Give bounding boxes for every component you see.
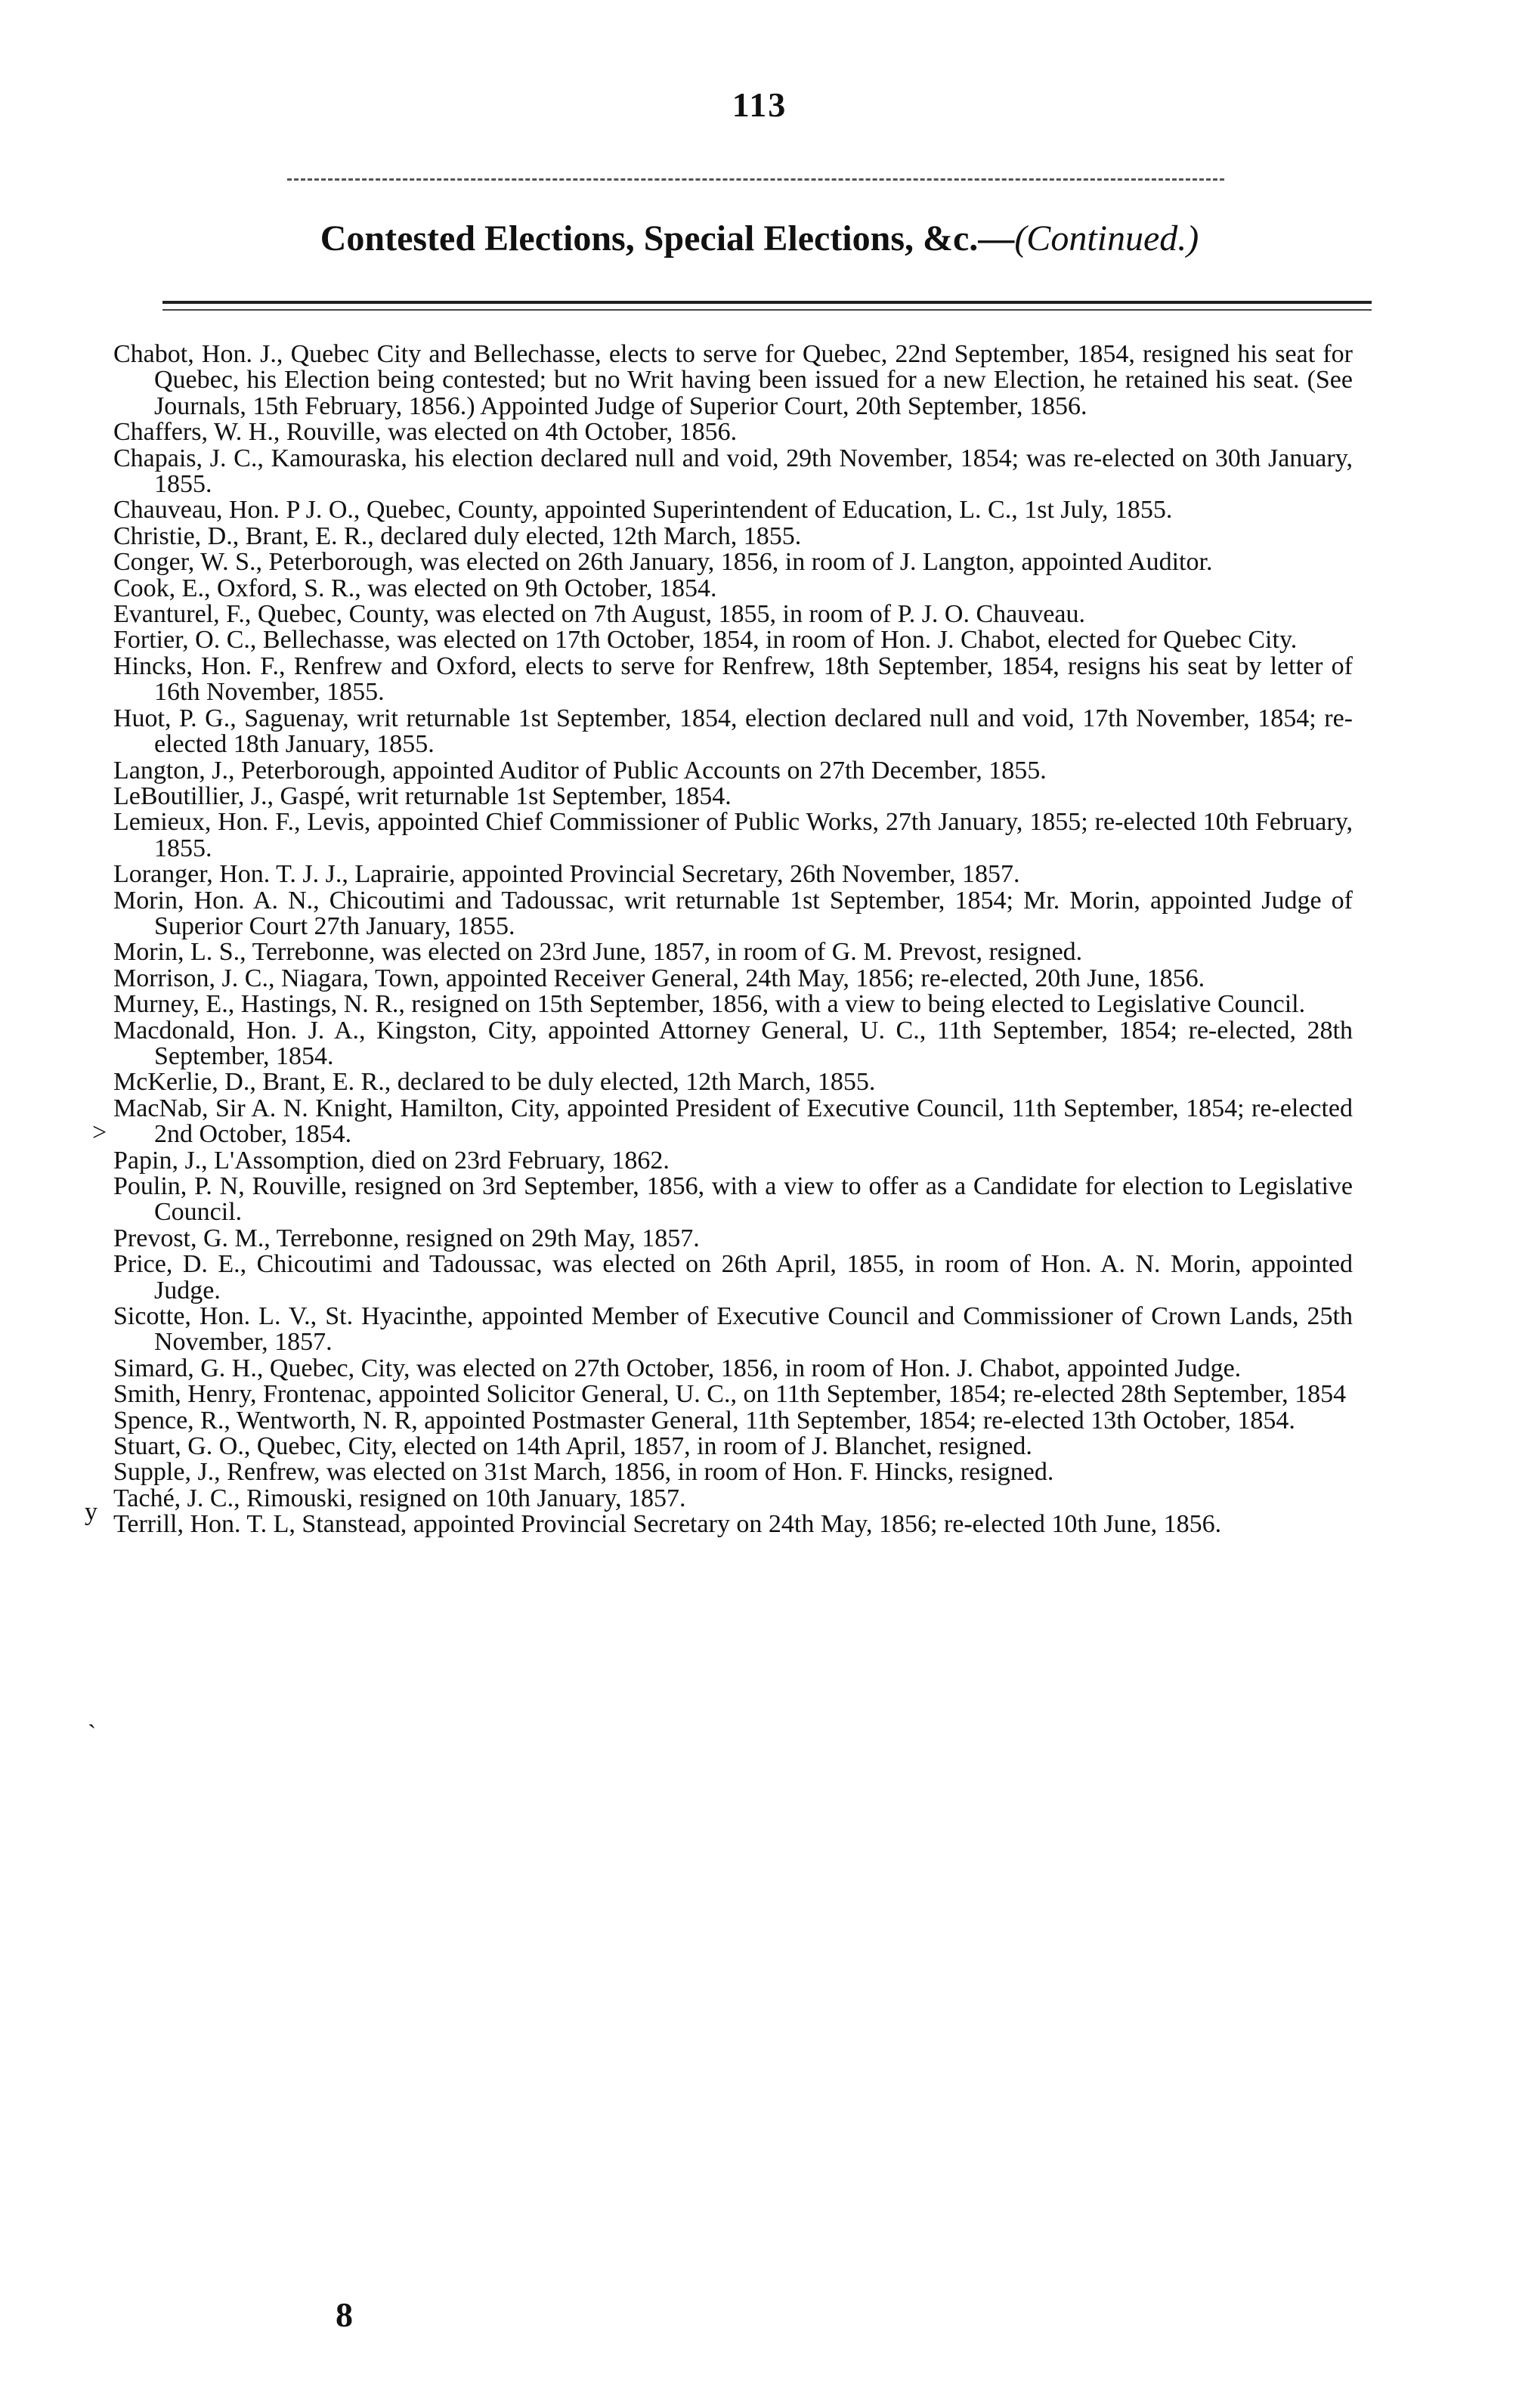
entry-chabot: Chabot, Hon. J., Quebec City and Bellechasse, elects to serve for Quebec, 22nd September, 1854, resigned his seat for Quebec, his Election being contested; but no Writ having been issued for a new Election, he retained his seat. (See Journals, 15th February, 1856.) Appointed Judge of Superior Court, 20th September, 1856. [113,340,1353,420]
entry-loranger: Loranger, Hon. T. J. J., Laprairie, appointed Provincial Secretary, 26th November, 1857. [113,860,1020,889]
entry-murney: Murney, E., Hastings, N. R., resigned on 15th September, 1856, with a view to being elected to Legislative Council. [113,990,1306,1019]
entry-terrill: Terrill, Hon. T. L, Stanstead, appointed Provincial Secretary on 24th May, 1856; re-elected 10th June, 1856. [113,1510,1222,1539]
entry-fortier: Fortier, O. C., Bellechasse, was elected on 17th October, 1854, in room of Hon. J. Chabot, elected for Quebec City. [113,626,1298,655]
entry-supple: Supple, J., Renfrew, was elected on 31st March, 1856, in room of Hon. F. Hincks, resigned. [113,1458,1054,1487]
entry-morrison: Morrison, J. C., Niagara, Town, appointed Receiver General, 24th May, 1856; re-elected, 20th June, 1856. [113,964,1205,992]
entry-hincks: Hincks, Hon. F., Renfrew and Oxford, elects to serve for Renfrew, 18th September, 1854, resigns his seat by letter of 16th November, 1855. [113,652,1353,707]
entry-tache: Taché, J. C., Rimouski, resigned on 10th January, 1857. [113,1484,686,1512]
entry-morin-an: Morin, Hon. A. N., Chicoutimi and Tadoussac, writ returnable 1st September, 1854; Mr. Morin, appointed Judge of Superior Court 27th January, 1855. [113,886,1353,940]
entry-spence: Spence, R., Wentworth, N. R, appointed Postmaster General, 11th September, 1854; re-elected 13th October, 1854. [113,1406,1295,1435]
entry-huot: Huot, P. G., Saguenay, writ returnable 1st September, 1854, election declared null and void, 17th November, 1854; re-elected 18th January, 1855. [113,704,1353,759]
heading-rule-thin [162,309,1372,311]
entry-macdonald: Macdonald, Hon. J. A., Kingston, City, appointed Attorney General, U. C., 11th September, 1854; re-elected, 28th September, 1854. [113,1016,1353,1070]
entry-poulin: Poulin, P. N, Rouville, resigned on 3rd September, 1856, with a view to offer as a Candidate for election to Legislative Council. [113,1172,1353,1227]
page-number: 113 [732,85,787,124]
entry-evanturel: Evanturel, F., Quebec, County, was elected on 7th August, 1855, in room of P. J. O. Chauveau. [113,600,1085,629]
signature-mark: 8 [336,2295,353,2334]
entry-stuart: Stuart, G. O., Quebec, City, elected on 14th April, 1857, in room of J. Blanchet, resigned. [113,1432,1032,1461]
top-dashed-rule [287,178,1224,181]
heading-continued: (Continued.) [1014,218,1199,258]
entry-smith: Smith, Henry, Frontenac, appointed Solicitor General, U. C., on 11th September, 1854; re-elected 28th September, 1854 [113,1380,1347,1409]
entry-macnab: MacNab, Sir A. N. Knight, Hamilton, City, appointed President of Executive Council, 11th September, 1854; re-elected 2nd October, 1854. [113,1094,1353,1149]
entry-chaffers: Chaffers, W. H., Rouville, was elected on 4th October, 1856. [113,418,738,447]
margin-mark: > [92,1119,107,1147]
entry-sicotte: Sicotte, Hon. L. V., St. Hyacinthe, appointed Member of Executive Council and Commissioner of Crown Lands, 25th November, 1857. [113,1302,1353,1357]
entries-list [113,342,1353,1538]
entry-papin: Papin, J., L'Assomption, died on 23rd February, 1862. [113,1146,670,1175]
heading-rule-thick [162,301,1372,304]
entry-chauveau: Chauveau, Hon. P J. O., Quebec, County, appointed Superintendent of Education, L. C., 1st July, 1855. [113,496,1173,525]
page-heading [0,218,1519,259]
heading-title: Contested Elections, Special Elections, &c.— [320,218,1015,258]
entry-christie: Christie, D., Brant, E. R., declared duly elected, 12th March, 1855. [113,522,802,550]
entry-cook: Cook, E., Oxford, S. R., was elected on 9th October, 1854. [113,574,717,602]
entry-conger: Conger, W. S., Peterborough, was elected on 26th January, 1856, in room of J. Langton, appointed Auditor. [113,548,1213,577]
entry-simard: Simard, G. H., Quebec, City, was elected on 27th October, 1856, in room of Hon. J. Chabot, appointed Judge. [113,1354,1242,1382]
entry-mckerlie: McKerlie, D., Brant, E. R., declared to be duly elected, 12th March, 1855. [113,1068,876,1097]
entry-morin-ls: Morin, L. S., Terrebonne, was elected on 23rd June, 1857, in room of G. M. Prevost, resigned. [113,938,1083,967]
entry-langton: Langton, J., Peterborough, appointed Auditor of Public Accounts on 27th December, 1855. [113,756,1047,785]
entry-prevost: Prevost, G. M., Terrebonne, resigned on 29th May, 1857. [113,1224,700,1252]
entry-lemieux: Lemieux, Hon. F., Levis, appointed Chief Commissioner of Public Works, 27th January, 1855; re-elected 10th February, 1855. [113,808,1353,862]
margin-mark: ` [88,1720,97,1748]
entry-chapais: Chapais, J. C., Kamouraska, his election declared null and void, 29th November, 1854; was re-elected on 30th January, 1855. [113,444,1353,499]
entry-price: Price, D. E., Chicoutimi and Tadoussac, was elected on 26th April, 1855, in room of Hon. A. N. Morin, appointed Judge. [113,1250,1353,1305]
entry-leboutillier: LeBoutillier, J., Gaspé, writ returnable 1st September, 1854. [113,782,732,810]
margin-mark: y [85,1498,97,1526]
